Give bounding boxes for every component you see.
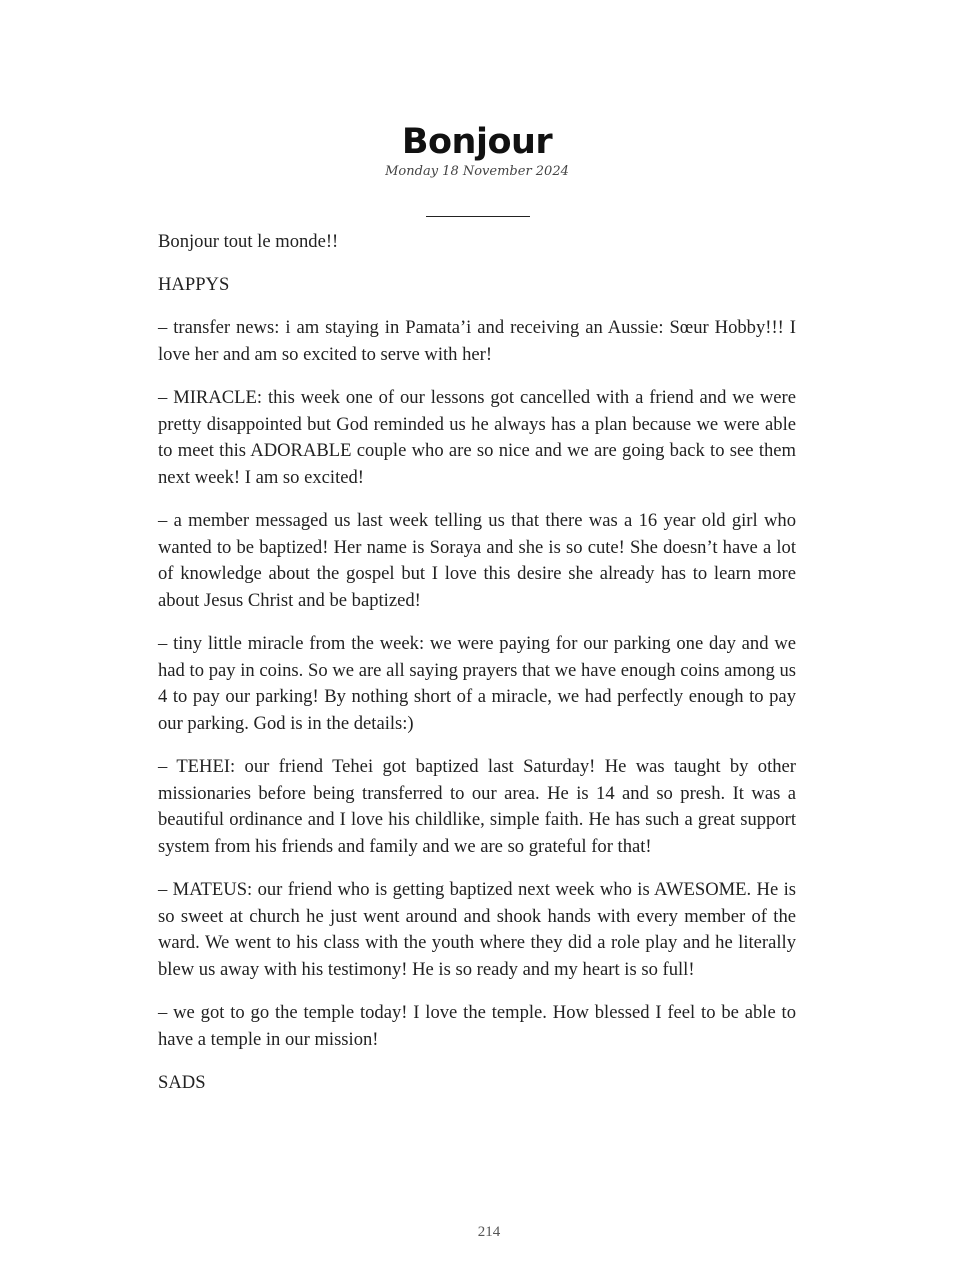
paragraph-greeting: Bonjour tout le monde!! <box>158 231 339 252</box>
post-title: Bonjour <box>401 122 553 162</box>
paragraph-sads-heading: SADS <box>158 1071 206 1093</box>
paragraph-mateus: – MATEUS: our friend who is getting baptized next week who is AWESOME. He is so sweet at church he just went around and shook hands with every member of the ward. We went to his class with the youth where they did a role play and he literally blew us away with his testimony! He is so ready and my heart is so full! <box>158 879 796 980</box>
page-number: 214 <box>477 1224 501 1240</box>
paragraph-parking-miracle: – tiny little miracle from the week: we were paying for our parking one day and we had to pay in coins. So we are all saying prayers that we have enough coins among us 4 to pay our parking! By nothing short of a miracle, we had perfectly enough to pay our parking. God is in the details:) <box>158 633 796 734</box>
paragraph-tehei: – TEHEI: our friend Tehei got baptized last Saturday! He was taught by other missionaries before being transferred to our area. He is 14 and so presh. It was a beautiful ordinance and I love his childlike, simple faith. He has such a great support system from his friends and family and we are so grateful for that! <box>158 756 796 857</box>
paragraph-temple: – we got to go the temple today! I love the temple. How blessed I feel to be able to have a temple in our mission! <box>158 1002 796 1050</box>
post-body <box>158 229 796 1113</box>
post-date: Monday 18 November 2024 <box>385 164 569 179</box>
paragraph-miracle: – MIRACLE: this week one of our lessons got cancelled with a friend and we were pretty disappointed but God reminded us he always has a plan because we were able to meet this ADORABLE couple who are so nice and we are going back to see them next week! I am so excited! <box>158 387 796 488</box>
paragraph-transfer-news: – transfer news: i am staying in Pamata’i and receiving an Aussie: Sœur Hobby!!! I love her and am so excited to serve with her! <box>158 317 796 365</box>
paragraph-happys-heading: HAPPYS <box>158 274 230 296</box>
paragraph-member-message: – a member messaged us last week telling us that there was a 16 year old girl who wanted to be baptized! Her name is Soraya and she is so cute! She doesn’t have a lot of knowledge about the gospel but I love this desire she already has to learn more about Jesus Christ and be baptized! <box>158 510 796 611</box>
title-divider <box>426 216 530 217</box>
